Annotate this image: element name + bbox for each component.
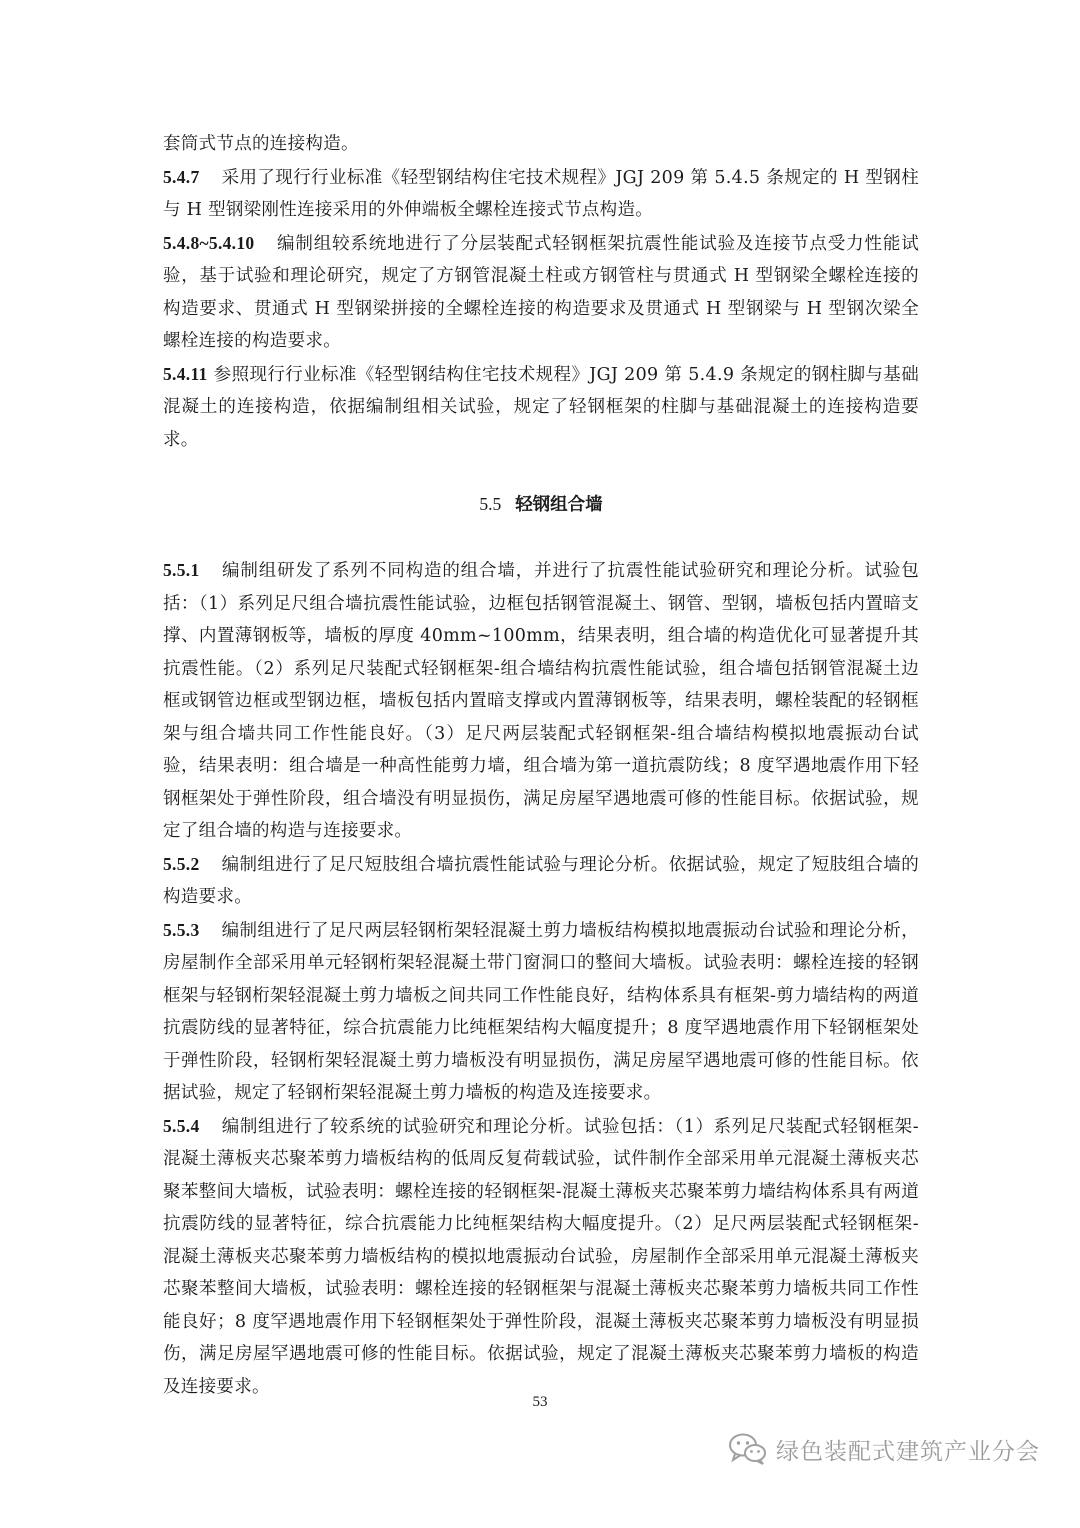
clause-number: 5.4.7 bbox=[163, 166, 200, 187]
paragraph-5-5-2 bbox=[163, 848, 919, 914]
clause-text: 编制组进行了足尺两层轻钢桁架轻混凝土剪力墙板结构模拟地震振动台试验和理论分析，房屋制作全部采用单元轻钢桁架轻混凝土带门窗洞口的整间大墙板。试验表明：螺栓连接的轻钢框架与轻钢桁架轻混凝土剪力墙板之间共同工作性能良好，结构体系具有框架-剪力墙结构的两道抗震防线的显著特征，综合抗震能力比纯框架结构大幅度提升；8 度罕遇地震作用下轻钢框架处于弹性阶段，轻钢桁架轻混凝土剪力墙板没有明显损伤，满足房屋罕遇地震可修的性能目标。依据试验，规定了轻钢桁架轻混凝土剪力墙板的构造及连接要求。 bbox=[163, 920, 919, 1103]
section-heading bbox=[163, 488, 919, 521]
paragraph-5-4-11 bbox=[163, 358, 919, 457]
clause-text: 采用了现行行业标准《轻型钢结构住宅技术规程》JGJ 209 第 5.4.5 条规定的 H 型钢柱与 H 型钢梁刚性连接采用的外伸端板全螺栓连接式节点构造。 bbox=[163, 167, 919, 220]
paragraph-5-5-3 bbox=[163, 914, 919, 1110]
clause-number: 5.4.11 bbox=[163, 363, 208, 384]
clause-number: 5.5.2 bbox=[163, 853, 200, 874]
paragraph-continuation: 套筒式节点的连接构造。 bbox=[163, 134, 359, 154]
clause-text: 编制组进行了足尺短肢组合墙抗震性能试验与理论分析。依据试验，规定了短肢组合墙的构造要求。 bbox=[163, 854, 919, 907]
clause-number: 5.5.4 bbox=[163, 1115, 200, 1136]
watermark-text: 绿色装配式建筑产业分会 bbox=[776, 1438, 1040, 1465]
document-body bbox=[163, 128, 919, 1403]
paragraph-5-4-7 bbox=[163, 161, 919, 227]
clause-number: 5.5.1 bbox=[163, 560, 200, 580]
clause-text: 编制组研发了系列不同构造的组合墙，并进行了抗震性能试验研究和理论分析。试验包括：（1）系列足尺组合墙抗震性能试验，边框包括钢管混凝土、钢管、型钢，墙板包括内置暗支撑、内置薄钢板等，墙板的厚度 40mm~100mm，结果表明，组合墙的构造优化可显著提升其抗震性能。（2）系列足尺装配式轻钢框架-组合墙结构抗震性能试验，组合墙包括钢管混凝土边框或钢管边框或型钢边框，墙板包括内置暗支撑或内置薄钢板等，结果表明，螺栓装配的轻钢框架与组合墙共同工作性能良好。（3）足尺两层装配式轻钢框架-组合墙结构模拟地震振动台试验，结果表明：组合墙是一种高性能剪力墙，组合墙为第一道抗震防线；8 度罕遇地震作用下轻钢框架处于弹性阶段，组合墙没有明显损伤，满足房屋罕遇地震可修的性能目标。依据试验，规定了组合墙的构造与连接要求。 bbox=[163, 561, 919, 841]
page-number: 53 bbox=[532, 1394, 548, 1410]
paragraph-5-4-8 bbox=[163, 227, 919, 358]
clause-text: 编制组较系统地进行了分层装配式轻钢框架抗震性能试验及连接节点受力性能试验，基于试验和理论研究，规定了方钢管混凝土柱或方钢管柱与贯通式 H 型钢梁全螺栓连接的构造要求、贯通式 H 型钢梁拼接的全螺栓连接的构造要求及贯通式 H 型钢梁与 H 型钢次梁全螺栓连接的构造要求。 bbox=[163, 233, 919, 351]
clause-text: 编制组进行了较系统的试验研究和理论分析。试验包括：（1）系列足尺装配式轻钢框架-混凝土薄板夹芯聚苯剪力墙板结构的低周反复荷载试验，试件制作全部采用单元混凝土薄板夹芯聚苯整间大墙板，试验表明：螺栓连接的轻钢框架-混凝土薄板夹芯聚苯剪力墙结构体系具有两道抗震防线的显著特征，综合抗震能力比纯框架结构大幅度提升。（2）足尺两层装配式轻钢框架-混凝土薄板夹芯聚苯剪力墙板结构的模拟地震振动台试验，房屋制作全部采用单元混凝土薄板夹芯聚苯整间大墙板，试验表明：螺栓连接的轻钢框架与混凝土薄板夹芯聚苯剪力墙板共同工作性能良好；8 度罕遇地震作用下轻钢框架处于弹性阶段，混凝土薄板夹芯聚苯剪力墙板没有明显损伤，满足房屋罕遇地震可修的性能目标。依据试验，规定了混凝土薄板夹芯聚苯剪力墙板的构造及连接要求。 bbox=[163, 1116, 919, 1397]
paragraph-5-5-4 bbox=[163, 1110, 919, 1404]
clause-text: 参照现行行业标准《轻型钢结构住宅技术规程》JGJ 209 第 5.4.9 条规定的钢柱脚与基础混凝土的连接构造，依据编制组相关试验，规定了轻钢框架的柱脚与基础混凝土的连接构造要求。 bbox=[163, 364, 919, 450]
wechat-icon bbox=[728, 1432, 768, 1466]
section-title: 轻钢组合墙 bbox=[515, 495, 603, 515]
watermark bbox=[728, 1432, 1040, 1466]
section-number: 5.5 bbox=[479, 494, 502, 514]
clause-number: 5.4.8~5.4.10 bbox=[163, 232, 255, 253]
clause-number: 5.5.3 bbox=[163, 919, 200, 940]
paragraph-5-5-1 bbox=[163, 554, 919, 848]
